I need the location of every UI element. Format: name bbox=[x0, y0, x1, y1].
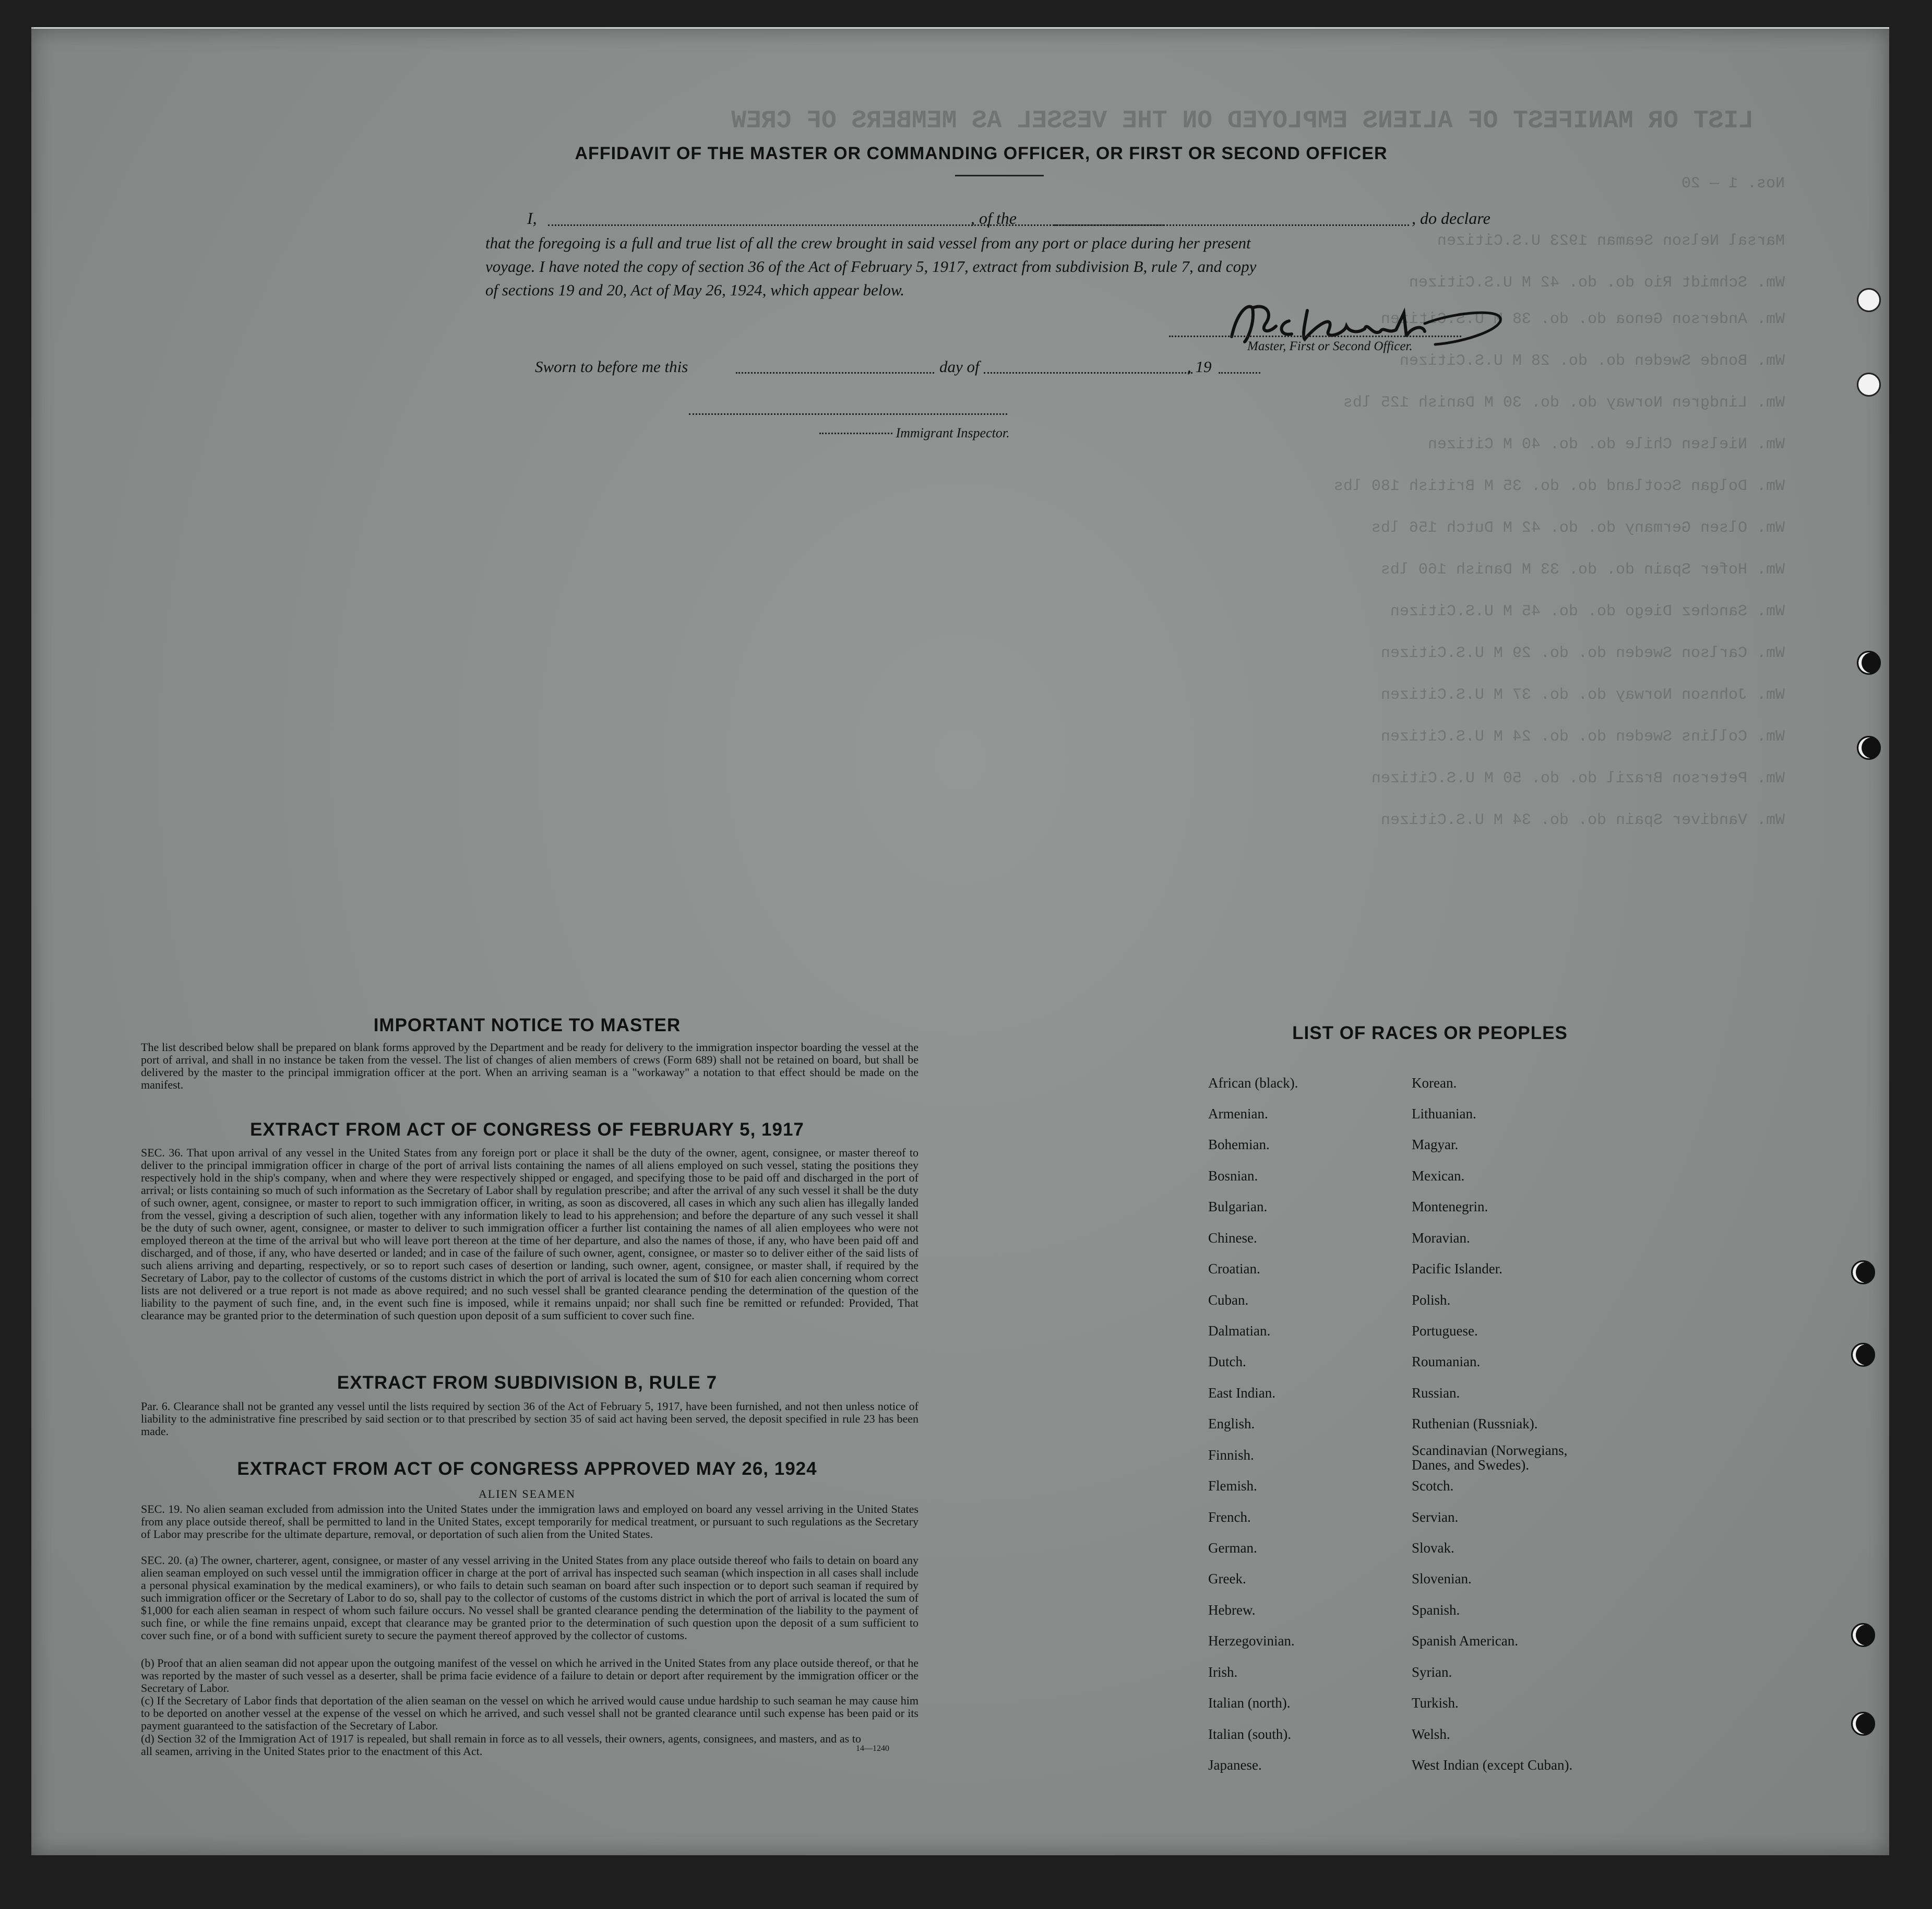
extract-1924-sec20c: (c) If the Secretary of Labor finds that deportation of the alien seaman on the vessel on which he arrived would cause undue hardship to such seaman he may cause him to be deported on another vessel at the expense of the vessel on which he arrived, and such vessel shall not be granted clearance until such expense has been paid or its payment guaranteed to the satisfaction of the Secretary of Labor. bbox=[141, 1694, 919, 1732]
extract-1924-sec20b: (b) Proof that an alien seaman did not appear upon the outgoing manifest of the vessel on which he arrived in the United States from any place outside thereof, or that he was reported by the master of such vessel as a deserter, shall be prima facie evidence of a failure to detain or deport after requirement by the immigration officer or the Secretary of Labor. bbox=[141, 1656, 919, 1695]
race-item: Bulgarian. bbox=[1208, 1199, 1268, 1214]
race-item: Italian (south). bbox=[1208, 1726, 1291, 1742]
race-item: Portuguese. bbox=[1412, 1323, 1478, 1339]
race-item: Spanish American. bbox=[1412, 1633, 1518, 1649]
sworn-statement bbox=[535, 357, 1266, 378]
extract-1917-text: SEC. 36. That upon arrival of any vessel in the United States from any foreign port or place it shall be the duty of the owner, agent, consignee, or master thereof to deliver to the principal immigration officer in charge of the port of arrival lists containing the names of all aliens employed on such vessel, stating the positions they respectively hold in the ship's company, when and where they were respectively shipped or engaged, and specifying those to be paid off and discharged in the port of arrival; or lists containing so much of such information as the Secretary of Labor shall by regulation prescribe; and after the arrival of any such vessel it shall be the duty of such owner, agent, consignee, or master to report to such immigration officer, in writing, as soon as discovered, all cases in which any such alien has illegally landed from the vessel, giving a description of such alien, together with any information likely to lead to his apprehension; and before the departure of any such vessel it shall be the duty of such owner, agent, consignee, or master to deliver to such immigration officer a further list containing the names of all alien employees who were not employed thereon at the time of the arrival but who will leave port thereon at the time of her departure, and also the names of those, if any, who have been paid off and discharged, and of those, if any, who have deserted or landed; and in case of the failure of such owner, agent, consignee, or master so to deliver either of the said lists of such aliens arriving and departing, respectively, or so to report such cases of desertion or landing, such owner, agent, consignee, or master shall, if required by the Secretary of Labor, pay to the collector of customs of the customs district in which the port of arrival is located the sum of $10 for each alien concerning whom correct lists are not delivered or a true report is not made as above required; and no such vessel shall be granted clearance pending the determination of the question of the liability to the payment of such fine, and, in the event such fine is imposed, while it remains unpaid; nor shall such fine be remitted or refunded: Provided, That clearance may be granted prior to the determination of such question upon deposit of a sum sufficient to cover such fine. bbox=[141, 1146, 919, 1322]
binder-hole-7 bbox=[1851, 1623, 1875, 1647]
race-item: Pacific Islander. bbox=[1412, 1261, 1502, 1276]
race-item: Roumanian. bbox=[1412, 1354, 1481, 1369]
race-item: Herzegovinian. bbox=[1208, 1633, 1295, 1649]
race-item: Croatian. bbox=[1208, 1261, 1260, 1276]
binder-hole-2 bbox=[1857, 373, 1881, 397]
extract-1917-title: EXTRACT FROM ACT OF CONGRESS OF FEBRUARY 5, 1917 bbox=[250, 1119, 804, 1140]
affidavit-i: I, bbox=[527, 209, 537, 228]
race-item: Polish. bbox=[1412, 1292, 1451, 1308]
sworn-year: , 19 bbox=[1187, 357, 1212, 376]
race-item: Scotch. bbox=[1412, 1478, 1454, 1494]
races-right-column bbox=[1409, 1075, 1649, 1780]
race-item: Finnish. bbox=[1208, 1447, 1254, 1463]
binder-hole-1 bbox=[1857, 288, 1881, 312]
race-item: Montenegrin. bbox=[1412, 1199, 1488, 1214]
inspector-label: Immigrant Inspector. bbox=[896, 425, 1010, 440]
race-item: Lithuanian. bbox=[1412, 1106, 1476, 1121]
binder-hole-4 bbox=[1857, 736, 1881, 760]
race-item: French. bbox=[1208, 1509, 1251, 1525]
race-item: Ruthenian (Russniak). bbox=[1412, 1416, 1538, 1431]
signature-caption: Master, First or Second Officer. bbox=[1247, 339, 1413, 353]
race-item: African (black). bbox=[1208, 1075, 1298, 1091]
extract-1924-sec19: SEC. 19. No alien seaman excluded from admission into the United States under the immigration laws and employed on board any vessel arriving in the United States from any place outside thereof, shall be permitted to land in the United States, except temporarily for medical treatment, or pursuant to such regulations as the Secretary of Labor may prescribe for the ultimate departure, removal, or deportation of such alien from the United States. bbox=[141, 1502, 919, 1541]
bleed-through-reverse-side: LIST OR MANIFEST OF ALIENS EMPLOYED ON THE VESSEL AS MEMBERS OF CREW Nos. 1 — 20 Marsal Nelson Seaman 1923 U.S.Citizen Wm. Schmidt Rio do. do. 42 M U.S.Citizen Wm. Anderson Genoa do. do. 38 M U.S.Citizen Wm. Bonde Sweden do. do. 28 M U.S.Citizen Wm. Lindgren Norway do. do. 30 M Danish 125 lbs Wm. Nielsen Chile do. do. 40 M Citizen Wm. Dolgan Scotland do. do. 35 M British 180 lbs Wm. Olsen Germany do. do. 42 M Dutch 156 lbs Wm. Hofer Spain do. do. 33 M Danish 160 lbs Wm. Sanchez Diego do. do. 45 M U.S.Citizen Wm. Carlson Sweden do. do. 29 M U.S.Citizen Wm. Johnson Norway do. do. 37 M U.S.Citizen Wm. Collins Sweden do. do. 24 M U.S.Citizen Wm. Peterson Brazil do. do. 50 M U.S.Citizen Wm. Vandiver Spain do. do. 34 M U.S.Citizen bbox=[731, 107, 1785, 829]
race-item: Moravian. bbox=[1412, 1230, 1470, 1246]
sworn-prefix: Sworn to before me this bbox=[535, 357, 688, 376]
extract-rule7-text: Par. 6. Clearance shall not be granted any vessel until the lists required by section 36 of the Act of February 5, 1917, have been furnished, and not then unless notice of liability to the administrative fine prescribed by said section or to that prescribed by section 35 of said act having been served, the deposit specified in rule 23 has been made. bbox=[141, 1400, 919, 1438]
race-item: Slovak. bbox=[1412, 1540, 1454, 1556]
race-item: Armenian. bbox=[1208, 1106, 1268, 1121]
binder-hole-8 bbox=[1851, 1712, 1875, 1736]
race-item: Korean. bbox=[1412, 1075, 1457, 1091]
race-item: Irish. bbox=[1208, 1664, 1238, 1680]
binder-hole-6 bbox=[1851, 1343, 1875, 1367]
affidavit-do-declare: , do declare bbox=[1412, 209, 1490, 228]
extract-1924-title: EXTRACT FROM ACT OF CONGRESS APPROVED MAY 26, 1924 bbox=[237, 1459, 817, 1479]
binder-hole-5 bbox=[1851, 1260, 1875, 1284]
inspector-caption bbox=[819, 425, 1010, 441]
race-item: Cuban. bbox=[1208, 1292, 1249, 1308]
race-item: German. bbox=[1208, 1540, 1257, 1556]
notice-text: The list described below shall be prepared on blank forms approved by the Department and be ready for delivery to the immigration inspector boarding the vessel at the port of arrival, and shall in no instance be taken from the vessel. The list of changes of alien members of crews (Form 689) shall not be retained on board, but shall be delivered by the master to the principal immigration officer at the port. When an arriving seaman is a "workaway" a notation to that effect should be made on the manifest. bbox=[141, 1041, 919, 1091]
signature-line bbox=[1169, 336, 1461, 337]
race-item: Syrian. bbox=[1412, 1664, 1452, 1680]
binder-hole-3 bbox=[1857, 651, 1881, 675]
extract-1924-sec20d: (d) Section 32 of the Immigration Act of 1917 is repealed, but shall remain in force as to all vessels, their owners, agents, consignees, and masters, and as to all seamen, arriving in the United States prior to the enactment of this Act. bbox=[141, 1732, 861, 1758]
race-item: Hebrew. bbox=[1208, 1602, 1256, 1618]
race-item: Scandinavian (Norwegians, Danes, and Swedes). bbox=[1412, 1442, 1568, 1473]
race-item: Bohemian. bbox=[1208, 1137, 1270, 1152]
race-item: Dutch. bbox=[1208, 1354, 1246, 1369]
affidavit-of-the: , of the bbox=[971, 209, 1017, 228]
race-item: Magyar. bbox=[1412, 1137, 1459, 1152]
extract-rule7-title: EXTRACT FROM SUBDIVISION B, RULE 7 bbox=[337, 1373, 718, 1393]
sworn-year-blank bbox=[1219, 372, 1260, 374]
races-left-column bbox=[1200, 1075, 1399, 1780]
race-item: Turkish. bbox=[1412, 1695, 1459, 1711]
race-item: Italian (north). bbox=[1208, 1695, 1291, 1711]
sworn-month-blank bbox=[984, 372, 1192, 374]
race-item: Japanese. bbox=[1208, 1757, 1262, 1773]
race-item: Bosnian. bbox=[1208, 1168, 1258, 1184]
affidavit-line-3: voyage. I have noted the copy of section 36 of the Act of February 5, 1917, extract from subdivision B, rule 7, and copy bbox=[485, 257, 1257, 276]
race-item: West Indian (except Cuban). bbox=[1412, 1757, 1573, 1773]
race-item: Dalmatian. bbox=[1208, 1323, 1271, 1339]
sworn-day-of: day of bbox=[939, 357, 980, 376]
race-item: Slovenian. bbox=[1412, 1571, 1472, 1586]
race-item: Chinese. bbox=[1208, 1230, 1257, 1246]
vessel-name-blank bbox=[1054, 224, 1409, 226]
sworn-date-blank bbox=[736, 372, 934, 374]
inspector-signature-line bbox=[689, 413, 1007, 415]
affidavit-line-4: of sections 19 and 20, Act of May 26, 1924, which appear below. bbox=[485, 281, 905, 299]
race-item: Mexican. bbox=[1412, 1168, 1465, 1184]
race-item: East Indian. bbox=[1208, 1385, 1275, 1401]
races-title: LIST OF RACES OR PEOPLES bbox=[1292, 1023, 1568, 1043]
race-item: Spanish. bbox=[1412, 1602, 1460, 1618]
race-item: English. bbox=[1208, 1416, 1255, 1431]
extract-1924-subtitle: ALIEN SEAMEN bbox=[479, 1487, 576, 1500]
notice-title: IMPORTANT NOTICE TO MASTER bbox=[373, 1015, 681, 1035]
race-item: Welsh. bbox=[1412, 1726, 1450, 1742]
extract-1924-sec20a: SEC. 20. (a) The owner, charterer, agent, consignee, or master of any vessel arriving in the United States from any place outside thereof who fails to detain on board any alien seaman employed on such vessel until the immigration officer in charge at the port of arrival has inspected such seaman (which inspection in all cases shall include a personal physical examination by the medical examiners), or who fails to detain such seaman on board after such inspection or to deport such seaman if required by such immigration officer or the Secretary of Labor to do so, shall pay to the collector of customs of the customs district in which the port of arrival is located the sum of $1,000 for each alien seaman in respect of whom such failure occurs. No vessel shall be granted clearance pending the determination of the liability to the payment of such fine, or while the fine remains unpaid, except that clearance may be granted prior to the determination of such question upon the deposit of a sum sufficient to cover such fine, or of a bond with sufficient surety to secure the payment thereof approved by the collector of customs. bbox=[141, 1554, 919, 1642]
race-item: Flemish. bbox=[1208, 1478, 1257, 1494]
affidavit-line-1 bbox=[527, 209, 1503, 230]
affidavit-title: AFFIDAVIT OF THE MASTER OR COMMANDING OFFICER, OR FIRST OR SECOND OFFICER bbox=[575, 144, 1388, 163]
race-item: Servian. bbox=[1412, 1509, 1459, 1525]
affidavit-title-underline bbox=[955, 175, 1044, 176]
race-item: Russian. bbox=[1412, 1385, 1460, 1401]
race-item: Greek. bbox=[1208, 1571, 1246, 1586]
affidavit-line-2: that the foregoing is a full and true list of all the crew brought in said vessel from any port or place during her present bbox=[485, 234, 1251, 252]
form-number: 14—1240 bbox=[856, 1744, 889, 1753]
